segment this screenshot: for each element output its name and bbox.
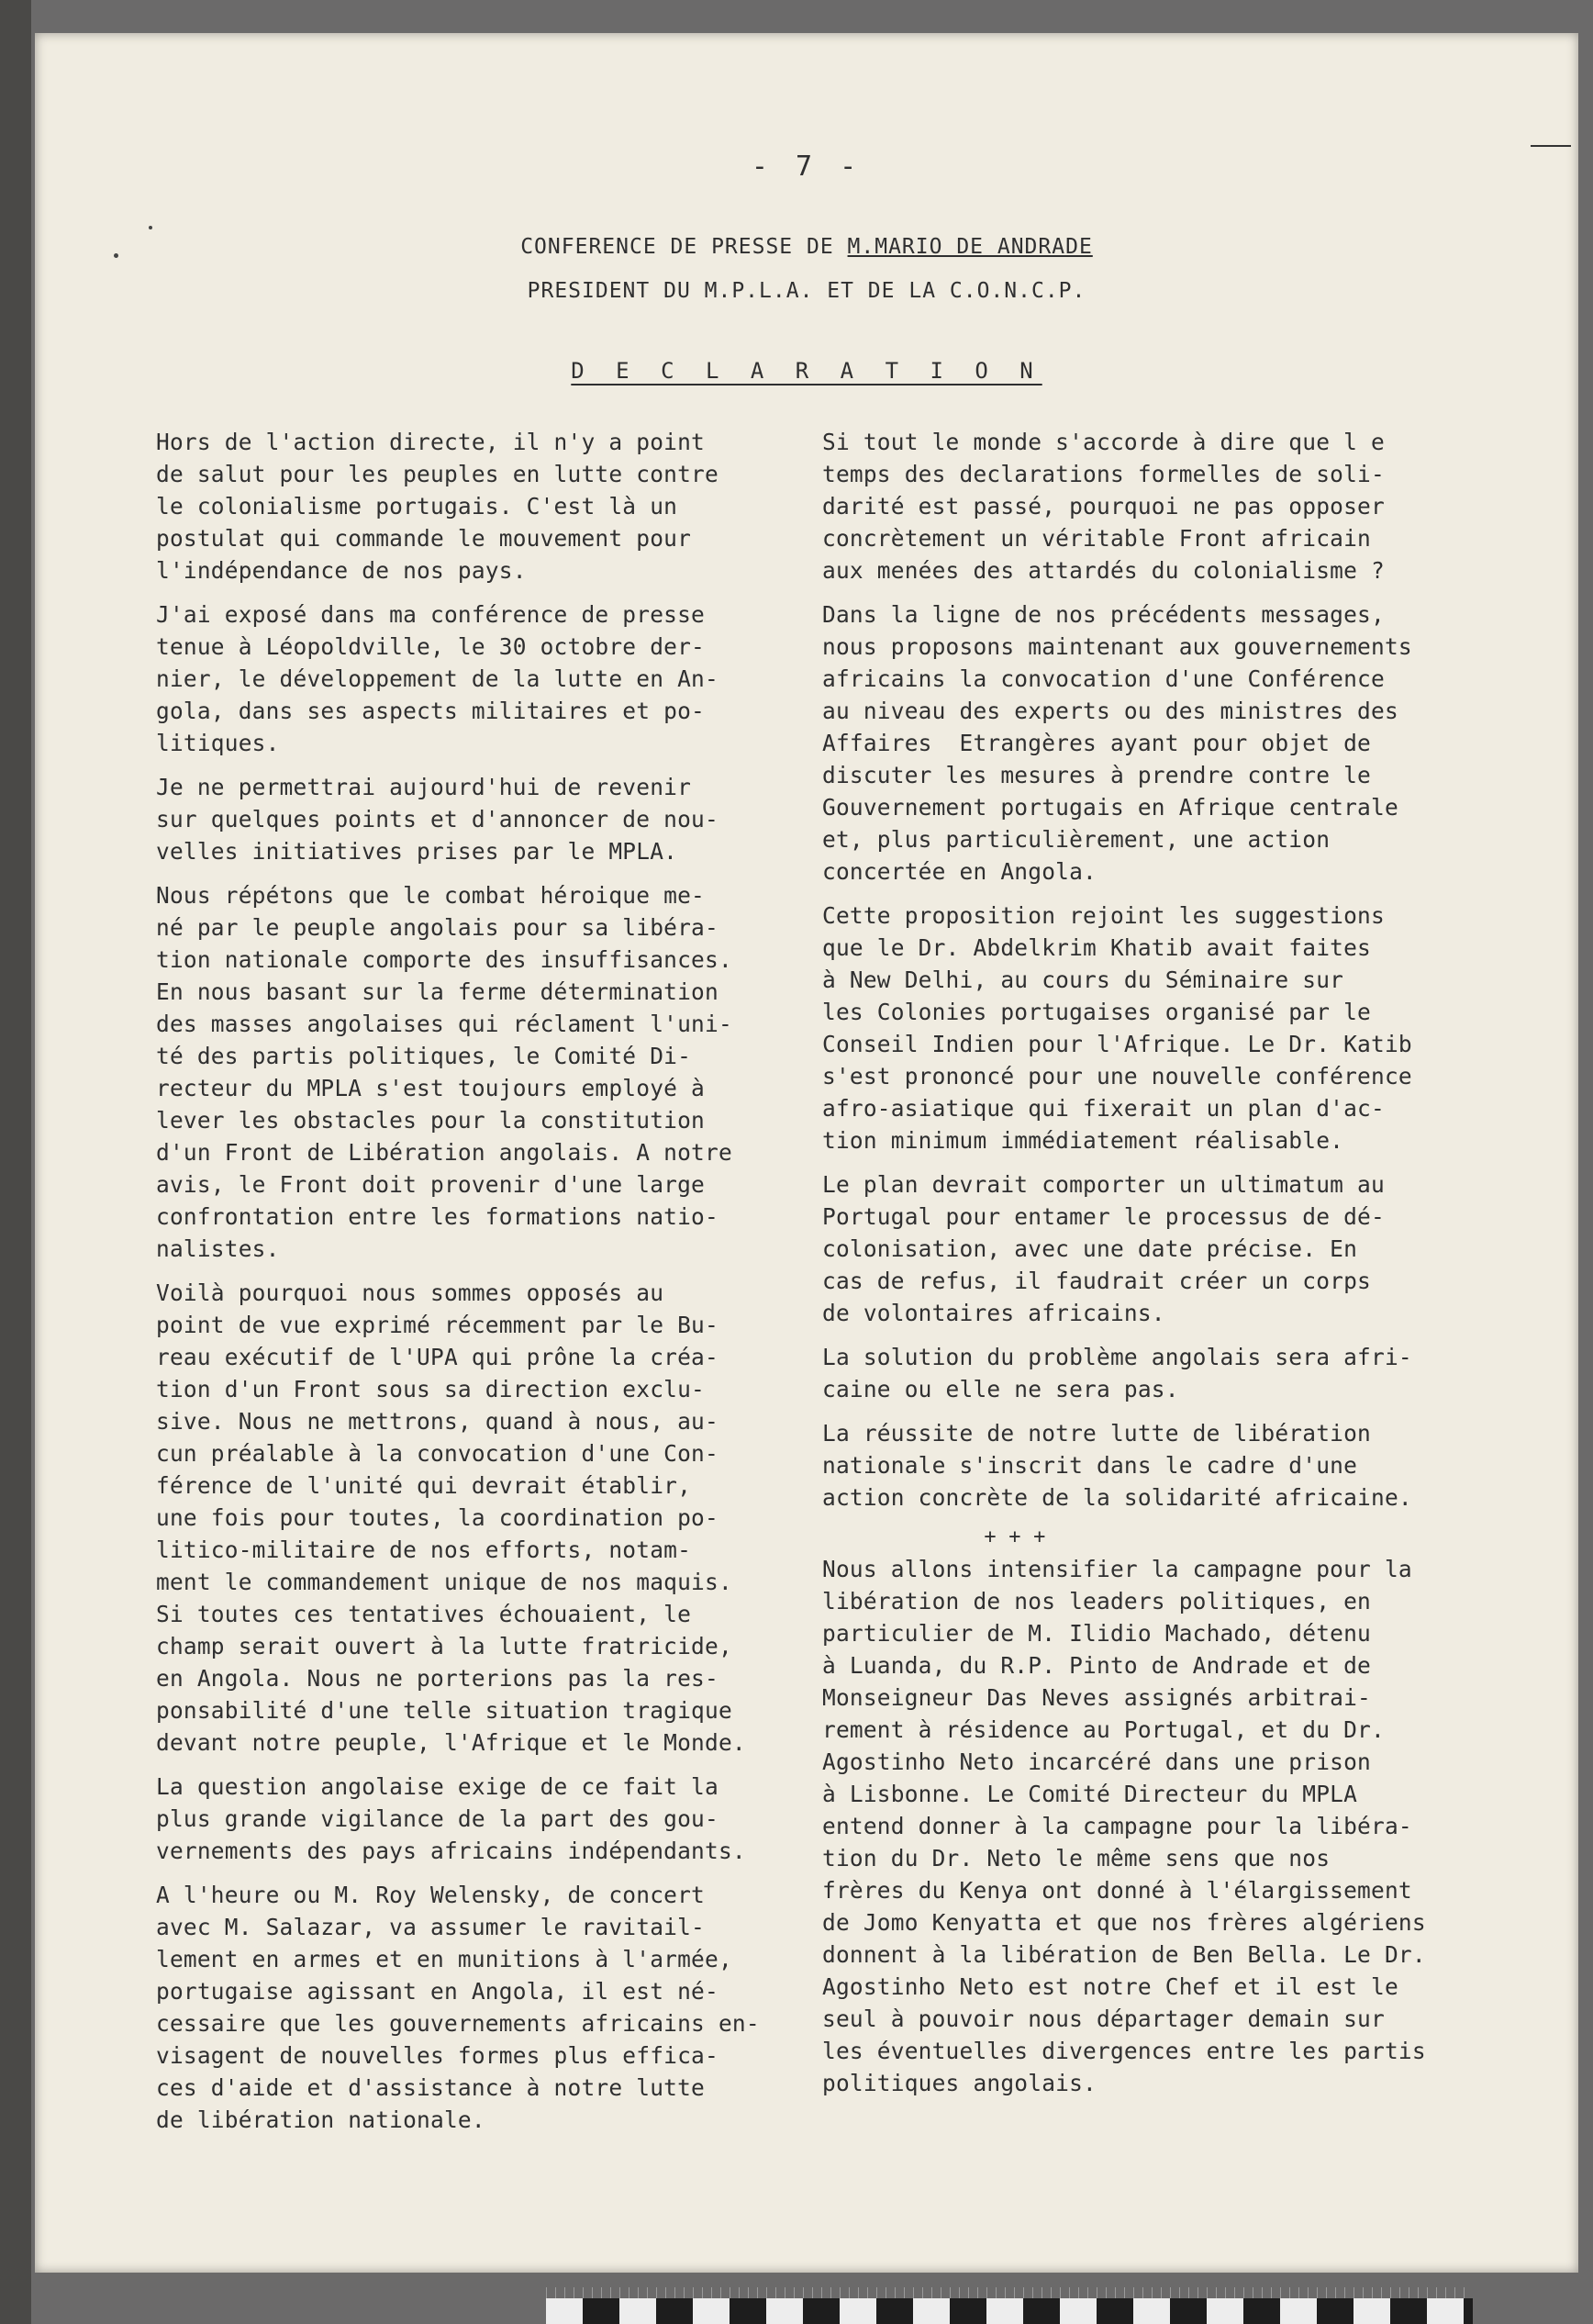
paragraph (822, 1341, 1501, 1405)
text-line: tion d'un Front sous sa direction exclu- (156, 1376, 706, 1402)
text-line: Le plan devrait comporter un ultimatum au (822, 1171, 1385, 1198)
text-line: Agostinho Neto est notre Chef et il est le (822, 1973, 1398, 2000)
paragraph (156, 426, 789, 587)
text-line: temps des declarations formelles de soli- (822, 461, 1385, 487)
text-line: à Luanda, du R.P. Pinto de Andrade et de (822, 1652, 1372, 1679)
paragraph (822, 598, 1501, 888)
text-line: tion nationale comporte des insuffisances. (156, 946, 732, 973)
text-line: africains la convocation d'une Conférence (822, 665, 1385, 692)
text-line: de volontaires africains. (822, 1300, 1165, 1326)
text-line: confrontation entre les formations natio- (156, 1203, 719, 1230)
text-line: caine ou elle ne sera pas. (822, 1376, 1179, 1402)
text-line: nous proposons maintenant aux gouvernements (822, 633, 1412, 660)
text-line: darité est passé, pourquoi ne pas opposer (822, 493, 1385, 520)
section-title-text: D E C L A R A T I O N (571, 358, 1042, 384)
paragraph (822, 1168, 1501, 1329)
text-line: Je ne permettrai aujourd'hui de revenir (156, 774, 692, 800)
text-line: champ serait ouvert à la lutte fratricide, (156, 1633, 732, 1659)
text-line: velles initiatives prises par le MPLA. (156, 838, 678, 865)
text-line: particulier de M. Ilidio Machado, détenu (822, 1620, 1372, 1647)
text-line: des masses angolaises qui réclament l'uni- (156, 1011, 732, 1037)
text-line: portugaise agissant en Angola, il est né- (156, 1978, 719, 2005)
paragraph (822, 426, 1501, 587)
text-line: Dans la ligne de nos précédents messages, (822, 601, 1385, 628)
text-line: Nous allons intensifier la campagne pour la (822, 1556, 1412, 1582)
text-line: A l'heure ou M. Roy Welensky, de concert (156, 1882, 706, 1908)
page-title (35, 235, 1578, 259)
text-line: point de vue exprimé récemment par le Bu- (156, 1312, 719, 1338)
text-line: entend donner à la campagne pour la libéra- (822, 1813, 1412, 1839)
text-line: lever les obstacles pour la constitution (156, 1107, 706, 1134)
text-line: s'est prononcé pour une nouvelle conférence (822, 1063, 1412, 1089)
paragraph (156, 1879, 789, 2136)
text-line: nalistes. (156, 1235, 280, 1262)
text-line: à Lisbonne. Le Comité Directeur du MPLA (822, 1781, 1358, 1807)
text-line: nationale s'inscrit dans le cadre d'une (822, 1452, 1358, 1479)
text-line: visagent de nouvelles formes plus effica- (156, 2042, 719, 2069)
text-line: gola, dans ses aspects militaires et po- (156, 698, 706, 724)
text-line: rement à résidence au Portugal, et du Dr. (822, 1716, 1385, 1743)
text-line: action concrète de la solidarité africaine. (822, 1484, 1412, 1511)
text-line: donnent à la libération de Ben Bella. Le Dr. (822, 1941, 1426, 1968)
text-line: discuter les mesures à prendre contre le (822, 762, 1372, 788)
text-line: cun préalable à la convocation d'une Con- (156, 1440, 719, 1467)
text-line: Conseil Indien pour l'Afrique. Le Dr. Katib (822, 1031, 1412, 1057)
text-line: tenue à Léopoldville, le 30 octobre der- (156, 633, 706, 660)
text-line: tion minimum immédiatement réalisable. (822, 1127, 1344, 1154)
text-line: ponsabilité d'une telle situation tragique (156, 1697, 732, 1724)
document-page (35, 33, 1578, 2273)
text-line: devant notre peuple, l'Afrique et le Monde. (156, 1729, 746, 1756)
text-line: aux menées des attardés du colonialisme ? (822, 557, 1385, 584)
text-line: cessaire que les gouvernements africains en- (156, 2010, 760, 2037)
text-line: Portugal pour entamer le processus de dé- (822, 1203, 1385, 1230)
text-line: l'indépendance de nos pays. (156, 557, 527, 584)
paragraph (156, 771, 789, 867)
text-line: et, plus particulièrement, une action (822, 826, 1331, 853)
text-line: que le Dr. Abdelkrim Khatib avait faites (822, 934, 1372, 961)
scan-left-edge (0, 0, 31, 2324)
text-line: sive. Nous ne mettrons, quand à nous, au- (156, 1408, 719, 1435)
margin-dash (1531, 145, 1571, 147)
text-line: Hors de l'action directe, il n'y a point (156, 429, 706, 455)
text-line: En nous basant sur la ferme détermination (156, 978, 719, 1005)
left-column (156, 426, 789, 2148)
text-line: recteur du MPLA s'est toujours employé à (156, 1075, 706, 1101)
text-line: le colonialisme portugais. C'est là un (156, 493, 678, 520)
text-line: vernements des pays africains indépendants. (156, 1838, 746, 1864)
text-line: Cette proposition rejoint les suggestions (822, 902, 1385, 929)
text-line: ment le commandement unique de nos maquis. (156, 1569, 732, 1595)
text-line: avec M. Salazar, va assumer le ravitail- (156, 1914, 706, 1940)
text-line: La question angolaise exige de ce fait la (156, 1773, 719, 1800)
paragraph (156, 598, 789, 759)
text-line: La solution du problème angolais sera afri- (822, 1344, 1412, 1370)
text-line: en Angola. Nous ne porterions pas la res- (156, 1665, 719, 1692)
text-line: Affaires Etrangères ayant pour objet de (822, 730, 1372, 756)
text-line: tion du Dr. Neto le même sens que nos (822, 1845, 1331, 1871)
page-subtitle: PRESIDENT DU M.P.L.A. ET DE LA C.O.N.C.P. (527, 279, 1086, 303)
text-line: frères du Kenya ont donné à l'élargissement (822, 1877, 1412, 1904)
paragraph (822, 1553, 1501, 2099)
paragraph (822, 1417, 1501, 1514)
text-line: La réussite de notre lutte de libération (822, 1420, 1372, 1447)
text-line: litico-militaire de nos efforts, notam- (156, 1536, 692, 1563)
text-line: de Jomo Kenyatta et que nos frères algériens (822, 1909, 1426, 1936)
title-prefix: CONFERENCE DE PRESSE DE (520, 235, 848, 259)
text-line: de salut pour les peuples en lutte contre (156, 461, 719, 487)
text-line: concrètement un véritable Front africain (822, 525, 1372, 552)
text-line: Monseigneur Das Neves assignés arbitrai- (822, 1684, 1372, 1711)
text-line: les Colonies portugaises organisé par le (822, 999, 1372, 1025)
text-line: une fois pour toutes, la coordination po- (156, 1504, 719, 1531)
text-line: né par le peuple angolais pour sa libéra- (156, 914, 719, 941)
text-line: Si tout le monde s'accorde à dire que l e (822, 429, 1385, 455)
text-line: d'un Front de Libération angolais. A notre (156, 1139, 732, 1166)
text-line: reau exécutif de l'UPA qui prône la créa- (156, 1344, 719, 1370)
text-line: seul à pouvoir nous départager demain sur (822, 2006, 1385, 2032)
text-line: té des partis politiques, le Comité Di- (156, 1043, 692, 1069)
text-line: litiques. (156, 730, 280, 756)
text-line: libération de nos leaders politiques, en (822, 1588, 1372, 1615)
margin-mark (149, 226, 152, 229)
paragraph (156, 1277, 789, 1759)
text-line: avis, le Front doit provenir d'une large (156, 1171, 706, 1198)
text-line: postulat qui commande le mouvement pour (156, 525, 692, 552)
text-line: à New Delhi, au cours du Séminaire sur (822, 966, 1344, 993)
text-line: les éventuelles divergences entre les partis (822, 2038, 1426, 2064)
text-line: J'ai exposé dans ma conférence de presse (156, 601, 706, 628)
text-line: colonisation, avec une date précise. En (822, 1235, 1358, 1262)
page-number: - 7 - (751, 151, 863, 183)
text-line: lement en armes et en munitions à l'armée, (156, 1946, 732, 1972)
text-line: concertée en Angola. (822, 858, 1097, 885)
section-title (35, 358, 1578, 384)
right-column-bottom (822, 1553, 1501, 2099)
scale-ruler-ticks (546, 2287, 1473, 2298)
text-line: Si toutes ces tentatives échouaient, le (156, 1601, 692, 1627)
text-line: ces d'aide et d'assistance à notre lutte (156, 2074, 706, 2101)
text-line: Agostinho Neto incarcéré dans une prison (822, 1749, 1372, 1775)
title-name: M.MARIO DE ANDRADE (847, 235, 1093, 259)
text-line: férence de l'unité qui devrait établir, (156, 1472, 692, 1499)
text-line: de libération nationale. (156, 2106, 485, 2133)
right-column (822, 426, 1501, 2111)
scale-ruler (546, 2298, 1473, 2324)
text-line: nier, le développement de la lutte en An- (156, 665, 719, 692)
section-separator: + + + (984, 1525, 1046, 1548)
text-line: au niveau des experts ou des ministres des (822, 698, 1398, 724)
text-line: politiques angolais. (822, 2070, 1097, 2096)
text-line: Nous répétons que le combat héroique me- (156, 882, 706, 909)
paragraph (156, 879, 789, 1265)
text-line: plus grande vigilance de la part des gou- (156, 1805, 719, 1832)
text-line: Voilà pourquoi nous sommes opposés au (156, 1279, 664, 1306)
right-column-top (822, 426, 1501, 1514)
paragraph (822, 899, 1501, 1156)
text-line: sur quelques points et d'annoncer de nou- (156, 806, 719, 832)
paragraph (156, 1771, 789, 1867)
text-line: afro-asiatique qui fixerait un plan d'ac- (822, 1095, 1385, 1122)
text-line: Gouvernement portugais en Afrique centrale (822, 794, 1398, 821)
text-line: cas de refus, il faudrait créer un corps (822, 1268, 1372, 1294)
